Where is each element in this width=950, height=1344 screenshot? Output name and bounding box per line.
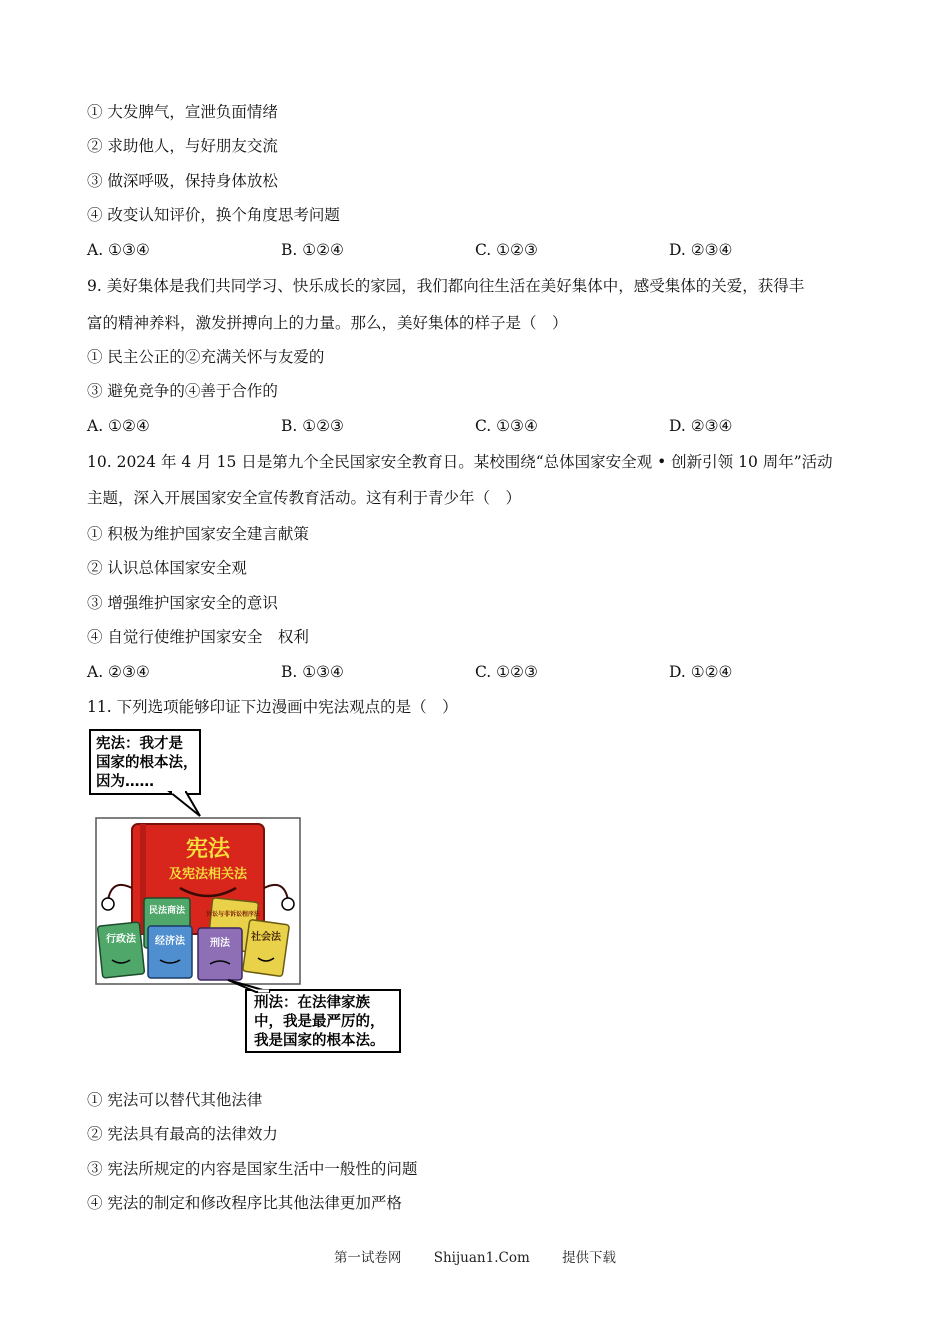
q10-item-2: ② 认识总体国家安全观 — [87, 559, 247, 577]
q9-item-2: ③ 避免竞争的④善于合作的 — [87, 382, 278, 400]
comic-bubble-top-line-2: 国家的根本法， — [96, 755, 198, 771]
q9-option-d[interactable]: D. ②③④ — [669, 417, 733, 435]
page-footer — [0, 1246, 950, 1266]
book-administrative-law — [97, 922, 144, 978]
q11-item-1: ① 宪法可以替代其他法律 — [87, 1091, 263, 1109]
comic-bubble-top — [90, 730, 200, 816]
comic-bubble-top-line-3: 因为…… — [96, 774, 154, 790]
q10-option-d[interactable]: D. ①②④ — [669, 663, 733, 681]
q9-option-c[interactable]: C. ①③④ — [475, 417, 538, 435]
book-label-economic: 经济法 — [155, 936, 185, 947]
q8-option-a[interactable]: A. ①③④ — [87, 241, 150, 259]
q10-option-c[interactable]: C. ①②③ — [475, 663, 538, 681]
q10-item-3: ③ 增强维护国家安全的意识 — [87, 594, 278, 612]
book-label-social: 社会法 — [251, 932, 281, 943]
q11-stem: 11. 下列选项能够印证下边漫画中宪法观点的是（ ） — [87, 698, 458, 716]
constitution-book-title: 宪法 — [185, 837, 231, 862]
q10-option-a[interactable]: A. ②③④ — [87, 663, 150, 681]
q8-option-d[interactable]: D. ②③④ — [669, 241, 733, 259]
q11-item-4: ④ 宪法的制定和修改程序比其他法律更加严格 — [87, 1194, 402, 1212]
q9-stem-line-2: 富的精神养料，激发拼搏向上的力量。那么，美好集体的样子是（ ） — [87, 314, 568, 332]
comic-bubble-bottom-line-3: 我是国家的根本法。 — [254, 1033, 385, 1049]
q9-item-1: ① 民主公正的②充满关怀与友爱的 — [87, 348, 325, 366]
comic-bubble-bottom-line-2: 中，我是最严厉的， — [254, 1014, 385, 1030]
book-label-procedure: 诉讼与非诉讼程序法 — [205, 911, 261, 918]
book-economic-law — [148, 926, 192, 978]
constitution-book-subtitle: 及宪法相关法 — [168, 867, 248, 882]
comic-bubble-bottom-line-1: 刑法：在法律家族 — [254, 995, 370, 1011]
q8-item-2: ② 求助他人，与好朋友交流 — [87, 137, 278, 155]
book-label-civil: 民法商法 — [148, 906, 186, 916]
q11-item-2: ② 宪法具有最高的法律效力 — [87, 1125, 278, 1143]
book-label-administrative: 行政法 — [106, 934, 136, 945]
q9-option-b[interactable]: B. ①②③ — [281, 417, 344, 435]
q9-option-a[interactable]: A. ①②④ — [87, 417, 150, 435]
footer-site-name: 第一试卷网 — [333, 1250, 402, 1266]
q8-option-c[interactable]: C. ①②③ — [475, 241, 538, 259]
q8-item-1: ① 大发脾气，宣泄负面情绪 — [87, 103, 278, 121]
q8-item-3: ③ 做深呼吸，保持身体放松 — [87, 172, 278, 190]
book-social-law — [243, 919, 290, 976]
q10-stem-line-2: 主题，深入开展国家安全宣传教育活动。这有利于青少年（ ） — [87, 489, 522, 507]
book-criminal-law — [198, 928, 242, 980]
q8-item-4: ④ 改变认知评价，换个角度思考问题 — [87, 206, 340, 224]
q10-stem-line-1: 10. 2024 年 4 月 15 日是第九个全民国家安全教育日。某校围绕“总体国家安全观 • 创新引领 10 周年”活动 — [87, 453, 833, 471]
constitution-comic — [88, 728, 408, 1058]
q10-item-1: ① 积极为维护国家安全建言献策 — [87, 525, 309, 543]
footer-site-url[interactable]: Shijuan1.Com — [433, 1250, 530, 1266]
footer-tagline: 提供下载 — [562, 1250, 617, 1266]
comic-bubble-top-line-1: 宪法：我才是 — [96, 736, 183, 752]
q10-item-4: ④ 自觉行使维护国家安全 权利 — [87, 628, 309, 646]
q8-option-b[interactable]: B. ①②④ — [281, 241, 344, 259]
book-label-criminal: 刑法 — [210, 938, 230, 949]
q10-option-b[interactable]: B. ①③④ — [281, 663, 344, 681]
q9-stem-line-1: 9. 美好集体是我们共同学习、快乐成长的家园，我们都向往生活在美好集体中，感受集体的关爱，获得丰 — [87, 277, 805, 295]
q11-item-3: ③ 宪法所规定的内容是国家生活中一般性的问题 — [87, 1160, 418, 1178]
comic-bubble-bottom — [228, 980, 400, 1052]
